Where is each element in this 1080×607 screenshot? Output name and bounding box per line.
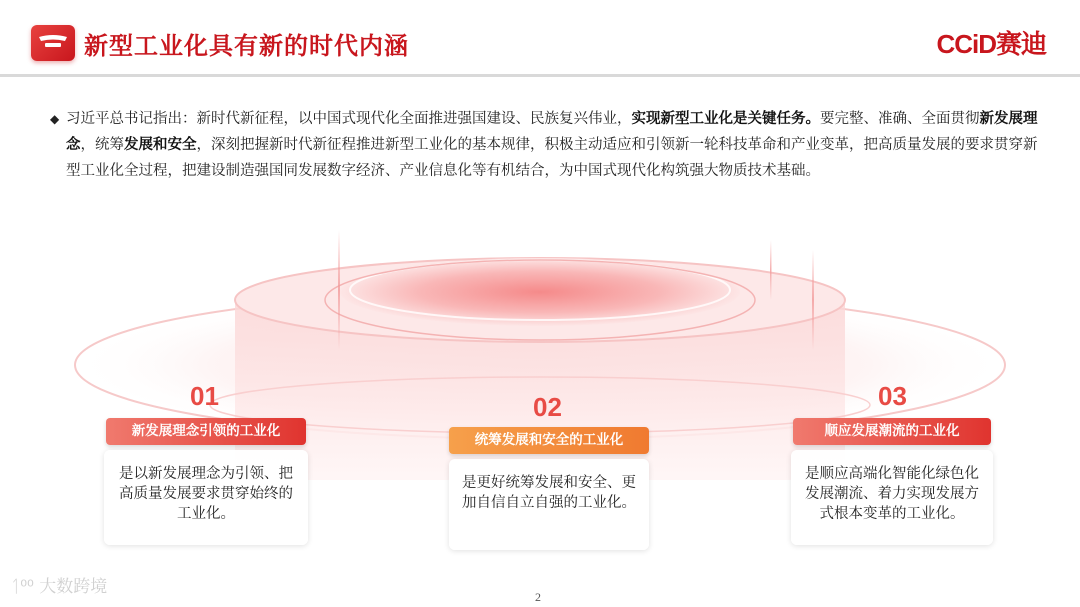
watermark xyxy=(10,572,107,597)
intro-paragraph xyxy=(50,106,1040,184)
item-body: 是更好统筹发展和安全、更加自信自立自强的工业化。 xyxy=(462,475,636,511)
item-card xyxy=(449,459,649,550)
item-number: 02 xyxy=(533,392,562,422)
intro-emphasis: 发展和安全 xyxy=(124,137,197,153)
item-body: 是以新发展理念为引领、把高质量发展要求贯穿始终的工业化。 xyxy=(119,466,293,522)
item-label: 统筹发展和安全的工业化 xyxy=(449,427,649,454)
watermark-text: 大数跨境 xyxy=(39,577,108,597)
watermark-icon: ᛐ⁰⁰ xyxy=(10,577,34,597)
intro-segment: 要完整、准确、全面贯彻 xyxy=(820,111,980,127)
item-card xyxy=(791,450,993,545)
item-body: 是顺应高端化智能化绿色化发展潮流、着力实现发展方式根本变革的工业化。 xyxy=(805,466,979,522)
intro-emphasis: 新发展理念 xyxy=(66,111,1038,153)
page-number: 2 xyxy=(535,590,541,604)
bullet-icon: ◆ xyxy=(50,112,60,126)
item-number: 01 xyxy=(190,381,219,411)
header-divider xyxy=(0,74,1080,77)
item-label: 顺应发展潮流的工业化 xyxy=(793,418,991,445)
item-label: 新发展理念引领的工业化 xyxy=(106,418,306,445)
intro-emphasis: 实现新型工业化是关键任务。 xyxy=(631,111,820,127)
logo-badge xyxy=(31,25,75,61)
intro-text xyxy=(50,106,1040,184)
item-card xyxy=(104,450,308,545)
intro-segment: ，深刻把握新时代新征程推进新型工业化的基本规律，积极主动适应和引领新一轮科技革命和产业变革，把高质量发展的要求贯穿新型工业化全过程，把建设制造强国同发展数字经济、产业信息化等有机结合，为中国式现代化构筑强大物质技术基础。 xyxy=(66,137,1038,179)
intro-segment: ，统筹 xyxy=(80,137,124,153)
brand-logo: CCiD赛迪 xyxy=(936,29,1046,59)
logo-icon xyxy=(37,33,69,53)
intro-segment: 习近平总书记指出：新时代新征程，以中国式现代化全面推进强国建设、民族复兴伟业， xyxy=(66,111,632,127)
page-title: 新型工业化具有新的时代内涵 xyxy=(84,32,409,60)
item-number: 03 xyxy=(878,381,907,411)
